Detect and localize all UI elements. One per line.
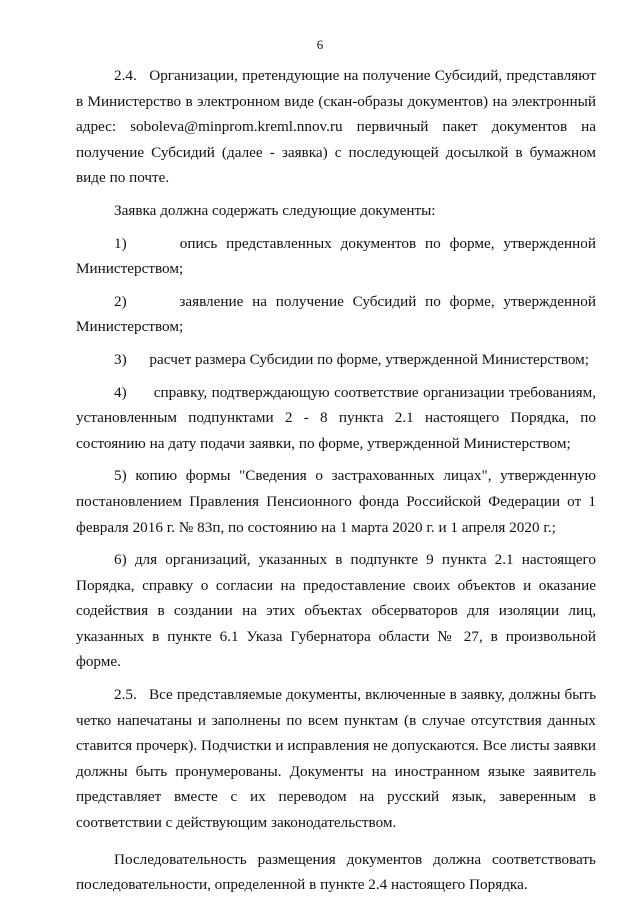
paragraph-application-intro: Заявка должна содержать следующие документы:: [114, 201, 436, 219]
paragraph-2-5: 2.5. Все представляемые документы, включенные в заявку, должны быть четко напечатаны и заполнены по всем пунктам (в случае отсутствия данных ставится прочерк). Подчистки и исправления не допускаются. Все листы заявки должны быть пронумерованы. Документы на иностранном языке заявитель представляет вместе с их переводом на русский язык, заверенным в соответствии с действующим законодательством.: [76, 686, 596, 832]
page-number: 6: [316, 37, 324, 52]
list-item-6: 6) для организаций, указанных в подпункте 9 пункта 2.1 настоящего Порядка, справку о согласии на предоставление своих объектов и оказание содействия в создании на этих объектах обсерваторов для изоляции лиц, указанных в пункте 6.1 Указа Губернатора области № 27, в произвольной форме.: [76, 551, 596, 671]
list-item-3: 3) расчет размера Субсидии по форме, утвержденной Министерством;: [114, 350, 589, 368]
list-item-4: 4) справку, подтверждающую соответствие организации требованиям, установленным подпунктами 2 - 8 пункта 2.1 настоящего Порядка, по состоянию на дату подачи заявки, по форме, утвержденной Министерством;: [76, 383, 596, 452]
document-body: [76, 63, 596, 898]
list-item-5: 5) копию формы "Сведения о застрахованных лицах", утвержденную постановлением Правления Пенсионного фонда Российской Федерации от 1 февраля 2016 г. № 83п, по состоянию на 1 марта 2020 г. и 1 апреля 2020 г.;: [76, 467, 596, 536]
list-item-2: 2) заявление на получение Субсидий по форме, утвержденной Министерством;: [76, 292, 596, 336]
paragraph-sequence: Последовательность размещения документов должна соответствовать последовательности, определенной в пункте 2.4 настоящего Порядка.: [76, 850, 596, 894]
paragraph-2-4: 2.4. Организации, претендующие на получение Субсидий, представляют в Министерство в электронном виде (скан-образы документов) на электронный адрес: soboleva@minprom.kreml.nnov.ru первичный пакет документов на получение Субсидий (далее - заявка) с последующей досылкой в бумажном виде по почте.: [76, 67, 596, 187]
list-item-1: 1) опись представленных документов по форме, утвержденной Министерством;: [76, 234, 596, 278]
